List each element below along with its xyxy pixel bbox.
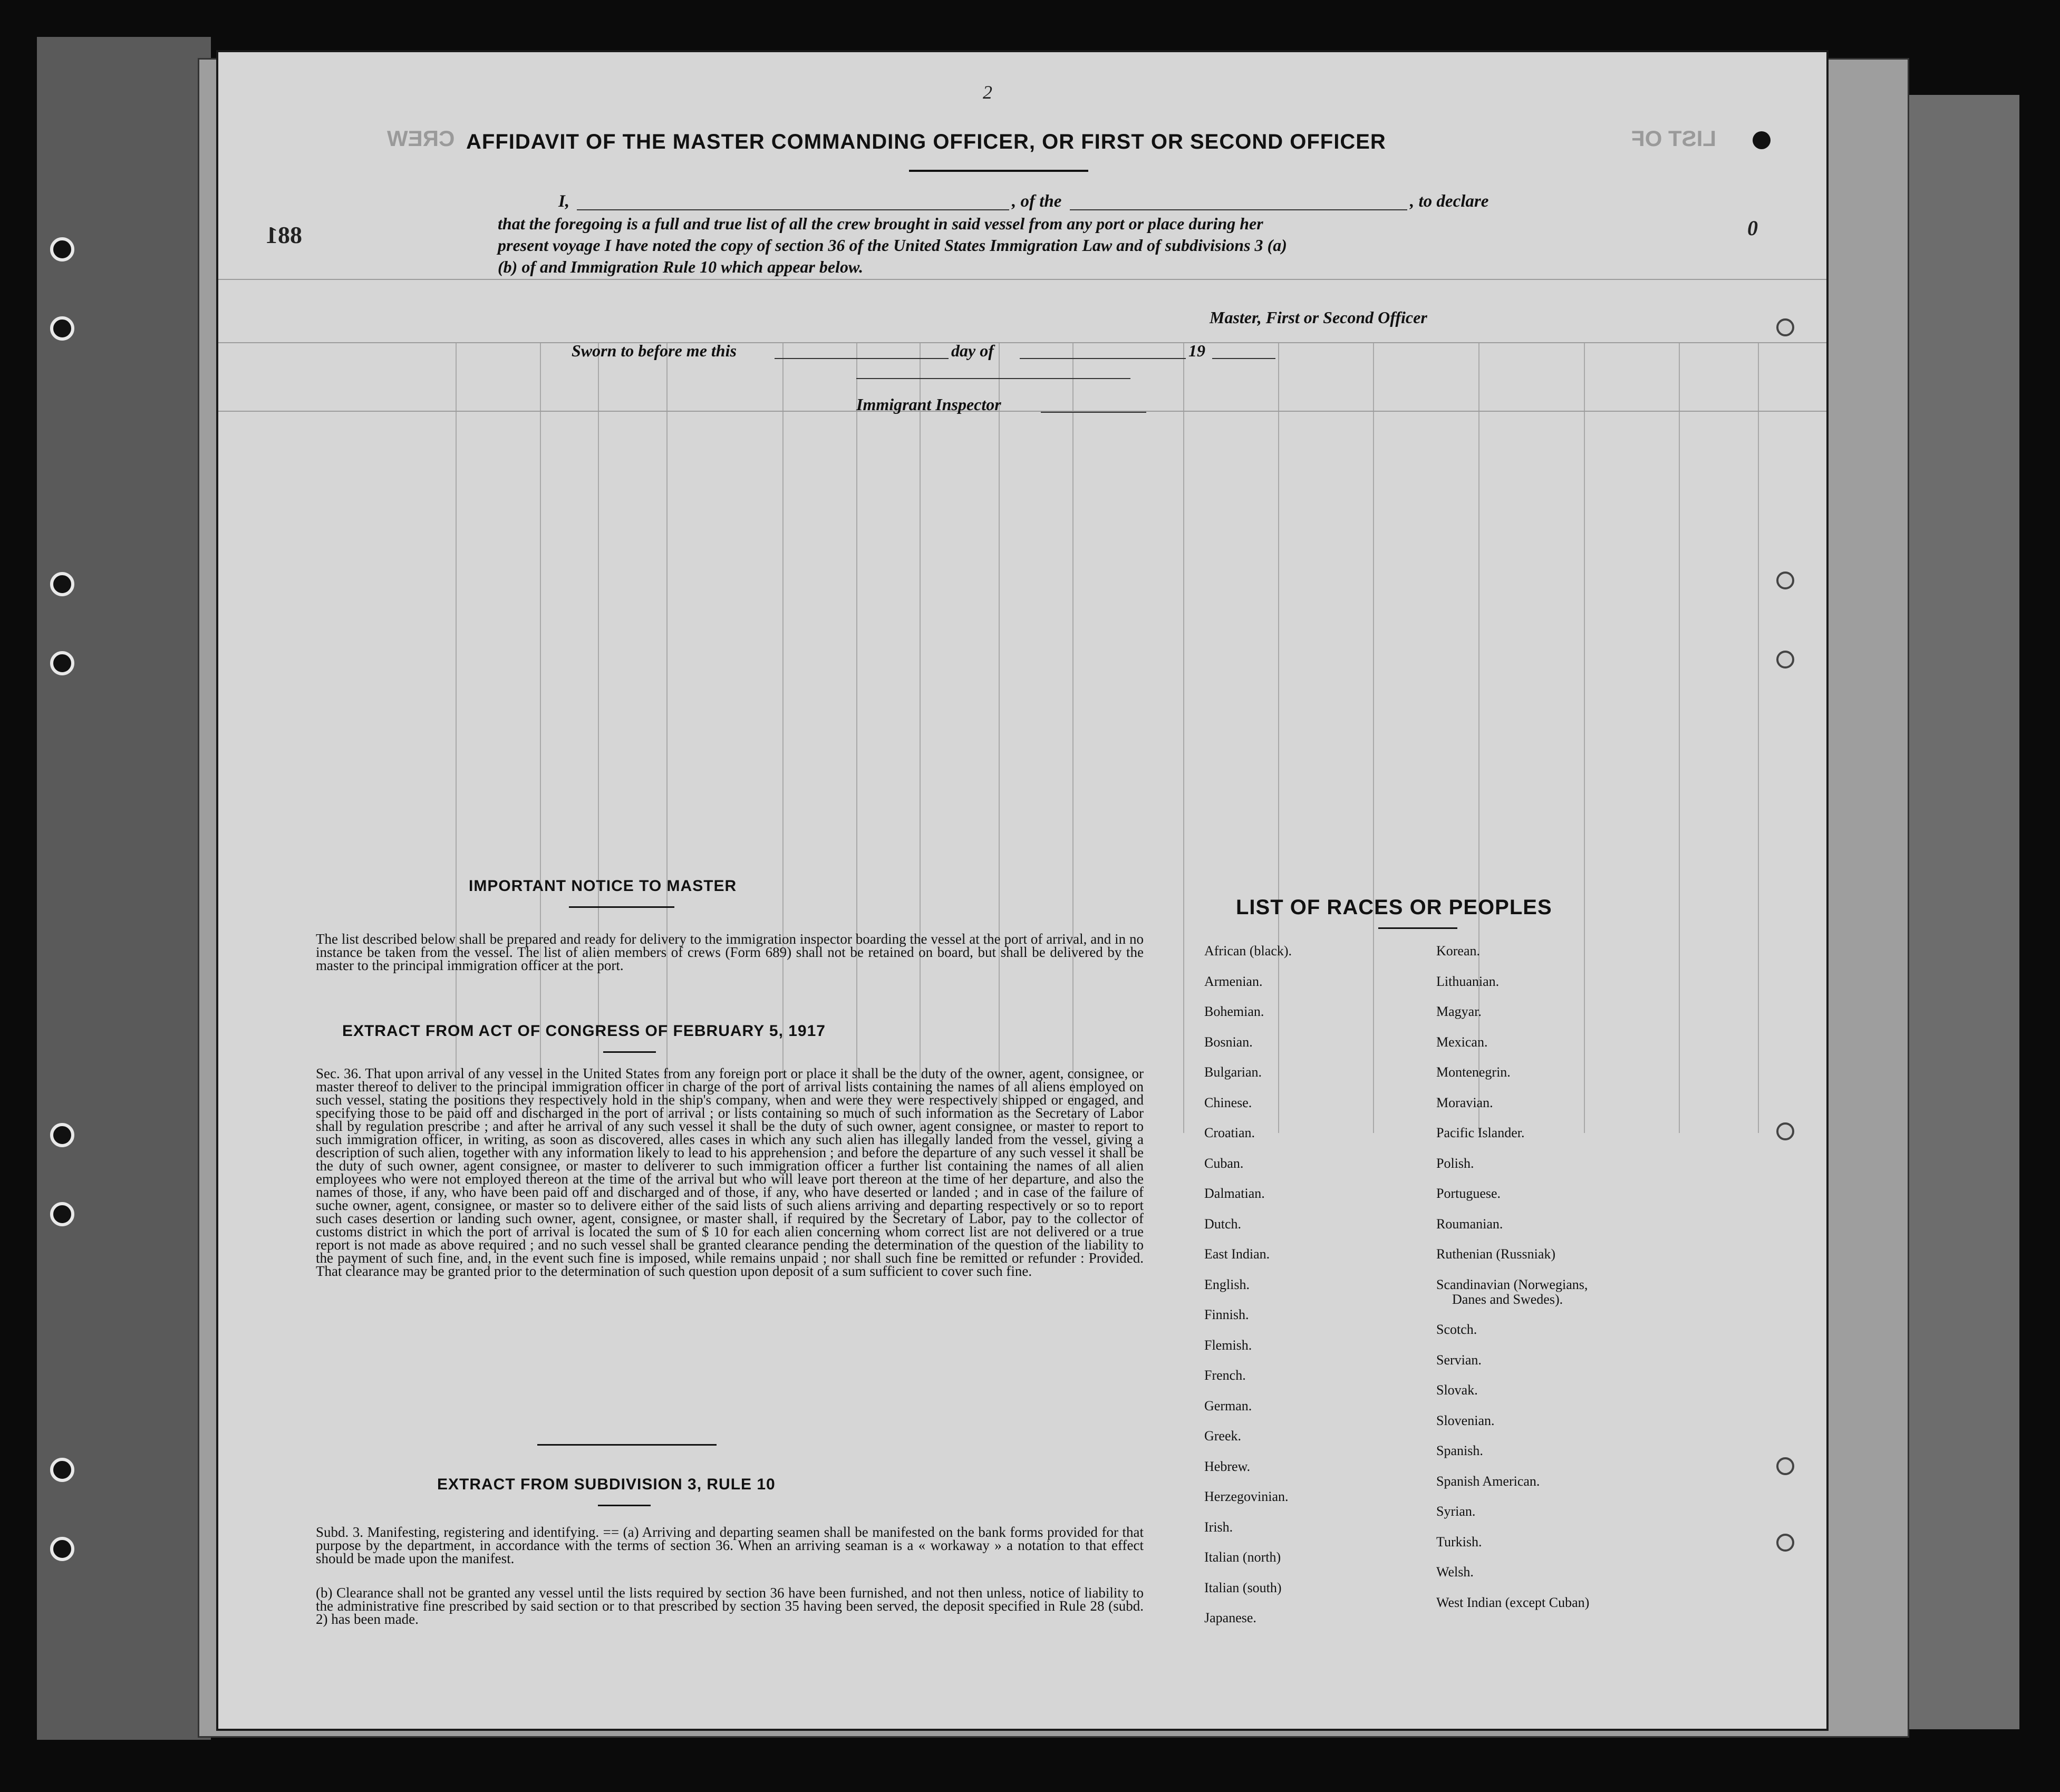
inspector-signature-line: [1041, 412, 1146, 413]
bleed-through-column: [540, 342, 541, 1133]
race-item: Italian (north): [1204, 1549, 1281, 1565]
binder-hole: [50, 1202, 74, 1226]
race-item: Greek.: [1204, 1428, 1242, 1444]
punch-mark: [1776, 1534, 1794, 1552]
month-blank-line: [1020, 358, 1186, 359]
rule-extract-text-b: (b) Clearance shall not be granted any vessel until the lists required by section 36 have been furnished, and not then unless, notice of liability to the administrative fine prescribed by said section or to that prescribed by section 35 having been served, the deposit specified in Rule 28 (subd. 2) has been made.: [316, 1585, 1144, 1627]
bleed-through-column: [1072, 342, 1073, 1133]
race-item: Armenian.: [1204, 973, 1263, 989]
punch-mark: [1776, 1457, 1794, 1475]
binder-hole: [50, 316, 74, 341]
bleed-through-row: [218, 342, 1826, 343]
handwritten-mark: 0: [1747, 216, 1758, 240]
binder-hole: [50, 1537, 74, 1561]
race-item: Italian (south): [1204, 1580, 1282, 1595]
race-item: Bosnian.: [1204, 1034, 1253, 1050]
name-blank-line: [577, 209, 1009, 210]
race-item: Finnish.: [1204, 1307, 1249, 1322]
year-label: 19: [1188, 341, 1205, 360]
act-extract-end-rule: [537, 1444, 717, 1446]
race-item: Magyar.: [1436, 1004, 1482, 1019]
race-item: Welsh.: [1436, 1564, 1474, 1580]
sworn-label: Sworn to before me this: [572, 341, 737, 360]
year-blank-line: [1212, 358, 1275, 359]
race-item: East Indian.: [1204, 1246, 1270, 1262]
punch-mark: [1776, 318, 1794, 336]
binder-hole: [50, 651, 74, 675]
race-item: Slovak.: [1436, 1382, 1478, 1398]
race-item: Polish.: [1436, 1155, 1474, 1171]
race-item: Herzegovinian.: [1204, 1489, 1289, 1504]
ink-dot: [1753, 131, 1771, 149]
race-item: Slovenian.: [1436, 1412, 1495, 1428]
race-item: Chinese.: [1204, 1094, 1252, 1110]
bleed-through-row: [218, 279, 1826, 280]
race-item: Danes and Swedes).: [1452, 1291, 1563, 1307]
race-item: Scandinavian (Norwegians,: [1436, 1276, 1588, 1292]
race-item: Japanese.: [1204, 1610, 1256, 1625]
affidavit-title: AFFIDAVIT OF THE MASTER COMMANDING OFFICER, OR FIRST OR SECOND OFFICER: [466, 130, 1386, 153]
binder-hole: [50, 1458, 74, 1482]
race-item: Portuguese.: [1436, 1186, 1501, 1201]
rule-extract-underline: [598, 1505, 651, 1506]
affidavit-sheet: [216, 50, 1829, 1731]
race-item: Moravian.: [1436, 1094, 1493, 1110]
title-underline: [909, 170, 1088, 172]
act-extract-title: EXTRACT FROM ACT OF CONGRESS OF FEBRUARY 5, 1917: [342, 1022, 826, 1040]
sworn-blank-line: [775, 358, 949, 359]
affidavit-line-1-end: , to declare: [1410, 192, 1489, 211]
affidavit-line-3: present voyage I have noted the copy of section 36 of the United States Immigration Law and of subdivisions 3 (a): [498, 236, 1287, 255]
affidavit-line-4: (b) of and Immigration Rule 10 which appear below.: [498, 257, 864, 276]
race-item: German.: [1204, 1398, 1252, 1413]
bleed-through-column: [456, 342, 457, 1133]
notice-title: IMPORTANT NOTICE TO MASTER: [469, 877, 737, 895]
race-item: Pacific Islander.: [1436, 1125, 1525, 1140]
bleed-through-column: [856, 342, 857, 1133]
bleed-through-column: [1183, 342, 1184, 1133]
bleed-through-column: [999, 342, 1000, 1133]
inspector-label: Immigrant Inspector: [856, 395, 1001, 414]
rule-extract-text-a: Subd. 3. Manifesting, registering and identifying. == (a) Arriving and departing seamen shall be manifested on the bank forms provided for that purpose by the department, in accordance with the terms of section 36. When an arriving seaman is a « workaway » a notation to that effect should be made upon the manifest.: [316, 1524, 1144, 1566]
races-underline: [1378, 927, 1457, 929]
race-item: Croatian.: [1204, 1125, 1255, 1140]
race-item: Syrian.: [1436, 1504, 1476, 1519]
race-item: Flemish.: [1204, 1337, 1252, 1353]
bleed-through-column: [1758, 342, 1759, 1133]
punch-mark: [1776, 571, 1794, 589]
affidavit-line-1-start: I,: [558, 192, 570, 211]
race-item: West Indian (except Cuban): [1436, 1594, 1590, 1610]
race-item: Korean.: [1436, 943, 1481, 958]
notice-underline: [569, 906, 674, 908]
race-item: Montenegrin.: [1436, 1064, 1511, 1080]
race-item: French.: [1204, 1368, 1246, 1383]
bleed-through-row: [218, 411, 1826, 412]
race-item: Bohemian.: [1204, 1004, 1264, 1019]
day-of-label: day of: [951, 341, 994, 360]
race-item: Spanish American.: [1436, 1473, 1540, 1489]
bleed-through-mark: LIST OF: [1631, 126, 1716, 151]
race-item: Lithuanian.: [1436, 973, 1500, 989]
bleed-through-column: [782, 342, 784, 1133]
sheet-number-stamp: 881: [266, 221, 302, 248]
race-item: Servian.: [1436, 1352, 1482, 1368]
notice-text: The list described below shall be prepared and ready for delivery to the immigration inspector boarding the vessel at the port of arrival, and in no instance be taken from the vessel. The list of alien members of crews (Form 689) shall not be retained on board, but shall be delivered by the master to the principal immigration officer at the port.: [316, 931, 1144, 973]
bleed-through-column: [920, 342, 921, 1133]
races-column-1: [1204, 943, 1436, 1702]
races-column-2: [1436, 943, 1732, 1702]
races-title: LIST OF RACES OR PEOPLES: [1236, 896, 1552, 919]
race-item: Ruthenian (Russniak): [1436, 1246, 1556, 1262]
race-item: English.: [1204, 1276, 1250, 1292]
binder-hole: [50, 237, 74, 261]
race-item: Dutch.: [1204, 1216, 1242, 1232]
binder-margin: [37, 37, 211, 1740]
punch-mark: [1776, 1122, 1794, 1140]
race-item: Bulgarian.: [1204, 1064, 1262, 1080]
binder-hole: [50, 1123, 74, 1147]
race-item: Spanish.: [1436, 1443, 1483, 1458]
act-extract-underline: [603, 1051, 656, 1053]
race-item: Cuban.: [1204, 1155, 1244, 1171]
binder-hole: [50, 572, 74, 596]
act-extract-text: Sec. 36. That upon arrival of any vessel in the United States from any foreign port or place it shall be the duty of the owner, agent, consignee, or master thereof to deliver to the principal immigration officer in charge of the port of arrival lists containing the names of all aliens employed on such vessel, stating the positions they respectively hold in the ship's company, when and were they were respectively shipped or engaged, and specifying those to be paid off and discharged in the port of arrival ; or lists containing so much of such information as the Secretary of Labor shall by regulation prescribe ; and after he arrival of any such vessel it shall be the duty of such owner, agent consignee, or master to report to such immigration officer, in writing, as soon as discovered, alles cases in which any such alien has illegally landed from the vessel, giving a description of such alien, together with any information likely to lead to his apprehension ; and before the departure of any such vessel it shall be the duty of such owner, agent consignee, or master to deliverer to such immigration officer a further list containing the names of all alien employees who were not employed thereon at the time of the arrival but who will leave port thereon at the time of her departure, and also the names of those, if any, who have been paid off and discharged and of those, if any, who have deserted or landed ; and in case of the failure of suche owner, agent, consignee, or master so to delivere either of the said lists of such aliens arriving and departing respectively or so to report such cases desertion or landing such owner, agent, consignee, or master shall, if required by the Secretary of Labor, pay to the collector of customs district in which the port of arrival is located the sum of $ 10 for each alien concerning whom correct list are not delivered or a true report is not made as above required ; and no such vessel shall be granted clearance pending the determination of the question of the liability to the payment of such fine, and, in the event such fine is imposed, while remains unpaid ; nor shall such fine be remitted or refunder : Provided. That clearance may be granted prior to the determination of such question upon deposit of a sum sufficient to cover such fine.: [316, 1065, 1144, 1279]
race-item: African (black).: [1204, 943, 1292, 958]
vessel-blank-line: [1070, 209, 1407, 210]
race-item: Hebrew.: [1204, 1458, 1251, 1474]
affidavit-line-2: that the foregoing is a full and true list of all the crew brought in said vessel from any port or place during her: [498, 214, 1263, 233]
race-item: Scotch.: [1436, 1322, 1477, 1337]
race-item: Irish.: [1204, 1519, 1233, 1535]
race-item: Turkish.: [1436, 1534, 1482, 1549]
race-item: Roumanian.: [1436, 1216, 1503, 1232]
rule-extract-title: EXTRACT FROM SUBDIVISION 3, RULE 10: [437, 1476, 776, 1493]
race-item: Mexican.: [1436, 1034, 1488, 1050]
signature-label: Master, First or Second Officer: [1210, 308, 1427, 327]
bleed-through-column: [666, 342, 668, 1133]
handwritten-mark: 2: [983, 82, 992, 103]
bleed-through-column: [598, 342, 599, 1133]
punch-mark: [1776, 651, 1794, 669]
inspector-blank-line: [856, 378, 1130, 379]
race-item: Dalmatian.: [1204, 1186, 1265, 1201]
affidavit-line-1-mid: , of the: [1012, 192, 1062, 211]
bleed-through-mark: CREW: [387, 126, 455, 151]
